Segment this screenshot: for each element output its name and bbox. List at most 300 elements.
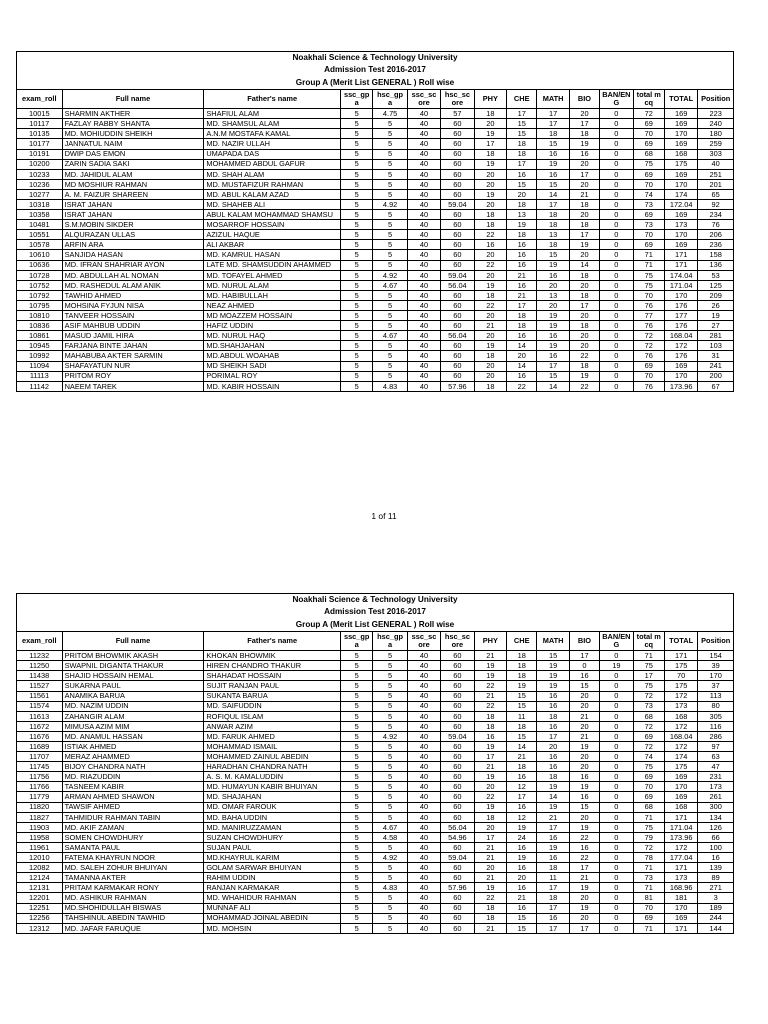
cell-fathers-name: MOHAMMED ABDUL GAFUR xyxy=(204,159,341,169)
cell-bio: 21 xyxy=(569,873,599,883)
table-row xyxy=(17,913,734,923)
cell-hsc-score: 60 xyxy=(441,321,474,331)
cell-ban-eng: 0 xyxy=(600,883,633,893)
cell-bio: 19 xyxy=(569,371,599,381)
cell-fathers-name: MD.ABDUL WOAHAB xyxy=(204,351,341,361)
cell-che: 13 xyxy=(507,210,537,220)
cell-total-mcq: 71 xyxy=(633,260,664,270)
cell-ssc-gpa: 5 xyxy=(341,762,373,772)
cell-math: 20 xyxy=(537,280,569,290)
cell-hsc-gpa: 4.92 xyxy=(373,270,407,280)
cell-exam-roll: 11820 xyxy=(17,802,63,812)
cell-ssc-gpa: 5 xyxy=(341,321,373,331)
cell-total: 171 xyxy=(664,260,697,270)
cell-position: 236 xyxy=(698,240,734,250)
cell-ssc-score: 40 xyxy=(407,903,440,913)
cell-exam-roll: 10728 xyxy=(17,270,63,280)
cell-total: 175 xyxy=(664,681,697,691)
cell-total-mcq: 72 xyxy=(633,331,664,341)
cell-ssc-gpa: 5 xyxy=(341,220,373,230)
cell-exam-roll: 10135 xyxy=(17,129,63,139)
cell-position: 271 xyxy=(698,883,734,893)
cell-ssc-gpa: 5 xyxy=(341,189,373,199)
table-row xyxy=(17,169,734,179)
table-row xyxy=(17,300,734,310)
cell-full-name: MD. NAZIM UDDIN xyxy=(62,701,204,711)
cell-ssc-gpa: 5 xyxy=(341,701,373,711)
cell-exam-roll: 11958 xyxy=(17,832,63,842)
cell-exam-roll: 11676 xyxy=(17,731,63,741)
cell-ssc-gpa: 5 xyxy=(341,772,373,782)
cell-full-name: TAHSHINUL ABEDIN TAWHID xyxy=(62,913,204,923)
cell-total-mcq: 73 xyxy=(633,873,664,883)
cell-math: 19 xyxy=(537,159,569,169)
cell-full-name: TAWSIF AHMED xyxy=(62,802,204,812)
cell-ban-eng: 0 xyxy=(600,691,633,701)
cell-fathers-name: MOHAMMAD JOINAL ABEDIN xyxy=(204,913,341,923)
cell-total-mcq: 17 xyxy=(633,671,664,681)
cell-full-name: MASUD JAMIL HIRA xyxy=(62,331,204,341)
header-che: CHE xyxy=(507,632,537,651)
cell-math: 14 xyxy=(537,381,569,391)
cell-phy: 20 xyxy=(474,250,506,260)
cell-math: 16 xyxy=(537,691,569,701)
cell-total: 175 xyxy=(664,159,697,169)
cell-ban-eng: 0 xyxy=(600,752,633,762)
table-row xyxy=(17,139,734,149)
table-row xyxy=(17,119,734,129)
cell-full-name: MERAZ AHAMMED xyxy=(62,752,204,762)
cell-ban-eng: 0 xyxy=(600,159,633,169)
cell-math: 13 xyxy=(537,290,569,300)
cell-ssc-gpa: 5 xyxy=(341,853,373,863)
cell-che: 20 xyxy=(507,351,537,361)
cell-bio: 17 xyxy=(569,300,599,310)
cell-total: 170 xyxy=(664,179,697,189)
header-exam-roll: exam_roll xyxy=(17,90,63,109)
cell-total: 177.04 xyxy=(664,853,697,863)
cell-total: 169 xyxy=(664,169,697,179)
cell-total: 170 xyxy=(664,129,697,139)
cell-ban-eng: 0 xyxy=(600,169,633,179)
cell-hsc-gpa: 5 xyxy=(373,361,407,371)
header-phy: PHY xyxy=(474,632,506,651)
cell-math: 15 xyxy=(537,250,569,260)
cell-math: 16 xyxy=(537,832,569,842)
cell-phy: 20 xyxy=(474,119,506,129)
cell-che: 21 xyxy=(507,893,537,903)
cell-phy: 18 xyxy=(474,913,506,923)
cell-bio: 20 xyxy=(569,691,599,701)
table-row-partial xyxy=(17,923,734,933)
cell-full-name: MD. ABDULLAH AL NOMAN xyxy=(62,270,204,280)
cell-ban-eng: 0 xyxy=(600,300,633,310)
cell-total: 176 xyxy=(664,321,697,331)
cell-che: 20 xyxy=(507,189,537,199)
cell-math: 16 xyxy=(537,331,569,341)
cell-ssc-gpa: 5 xyxy=(341,139,373,149)
cell-che: 16 xyxy=(507,250,537,260)
cell-total: 169 xyxy=(664,210,697,220)
cell-ssc-gpa: 5 xyxy=(341,711,373,721)
cell-exam-roll: 11527 xyxy=(17,681,63,691)
cell-position: 189 xyxy=(698,903,734,913)
cell-fathers-name: MD. NAZIR ULLAH xyxy=(204,139,341,149)
cell-full-name: MD. RIAZUDDIN xyxy=(62,772,204,782)
cell-ban-eng: 0 xyxy=(600,179,633,189)
cell-total: 170 xyxy=(664,782,697,792)
cell-ban-eng: 0 xyxy=(600,711,633,721)
cell-che: 16 xyxy=(507,772,537,782)
cell-ban-eng: 0 xyxy=(600,290,633,300)
cell-hsc-gpa: 5 xyxy=(373,752,407,762)
cell-bio: 17 xyxy=(569,863,599,873)
cell-bio: 19 xyxy=(569,139,599,149)
cell-fathers-name: MD. HUMAYUN KABIR BHUIYAN xyxy=(204,782,341,792)
cell-hsc-gpa: 4.58 xyxy=(373,832,407,842)
cell-math: 17 xyxy=(537,903,569,913)
cell-ban-eng: 0 xyxy=(600,280,633,290)
cell-ssc-score: 40 xyxy=(407,109,440,119)
cell-hsc-gpa: 5 xyxy=(373,169,407,179)
cell-ssc-score: 40 xyxy=(407,792,440,802)
cell-che: 16 xyxy=(507,903,537,913)
cell-fathers-name: LATE MD. SHAMSUDDIN AHAMMED xyxy=(204,260,341,270)
cell-ssc-score: 40 xyxy=(407,311,440,321)
cell-hsc-score: 60 xyxy=(441,762,474,772)
cell-fathers-name: MD. MANIRUZZAMAN xyxy=(204,822,341,832)
cell-total-mcq: 70 xyxy=(633,179,664,189)
cell-total-mcq: 70 xyxy=(633,290,664,300)
cell-bio: 17 xyxy=(569,119,599,129)
cell-hsc-gpa: 5 xyxy=(373,802,407,812)
cell-fathers-name: MD MOAZZEM HOSSAIN xyxy=(204,311,341,321)
cell-exam-roll: 12131 xyxy=(17,883,63,893)
table-row xyxy=(17,381,734,391)
header-position: Position xyxy=(698,90,734,109)
cell-hsc-gpa: 5 xyxy=(373,250,407,260)
cell-position: 27 xyxy=(698,321,734,331)
cell-total: 169 xyxy=(664,240,697,250)
cell-ban-eng: 0 xyxy=(600,742,633,752)
cell-ssc-gpa: 5 xyxy=(341,721,373,731)
cell-ssc-gpa: 5 xyxy=(341,311,373,321)
cell-ban-eng: 0 xyxy=(600,371,633,381)
cell-position: 244 xyxy=(698,913,734,923)
cell-ban-eng: 0 xyxy=(600,772,633,782)
cell-bio: 19 xyxy=(569,903,599,913)
cell-total: 170 xyxy=(664,371,697,381)
cell-ban-eng: 0 xyxy=(600,129,633,139)
cell-fathers-name: MD. NURUL HAQ xyxy=(204,331,341,341)
cell-total-mcq: 72 xyxy=(633,109,664,119)
cell-total: 175 xyxy=(664,762,697,772)
cell-math: 19 xyxy=(537,341,569,351)
cell-total: 174 xyxy=(664,752,697,762)
cell-ssc-score: 40 xyxy=(407,149,440,159)
cell-math: 16 xyxy=(537,701,569,711)
cell-ssc-score: 40 xyxy=(407,832,440,842)
cell-full-name: TANVEER HOSSAIN xyxy=(62,311,204,321)
cell-fathers-name: MD SHEIKH SADI xyxy=(204,361,341,371)
cell-phy: 20 xyxy=(474,822,506,832)
cell-position: 16 xyxy=(698,853,734,863)
cell-ban-eng: 0 xyxy=(600,361,633,371)
cell-che: 18 xyxy=(507,139,537,149)
cell-math: 19 xyxy=(537,260,569,270)
cell-hsc-score: 60 xyxy=(441,300,474,310)
cell-fathers-name: UMAPADA DAS xyxy=(204,149,341,159)
cell-math: 18 xyxy=(537,772,569,782)
cell-che: 16 xyxy=(507,240,537,250)
cell-position: 300 xyxy=(698,802,734,812)
cell-total-mcq: 76 xyxy=(633,300,664,310)
cell-ssc-score: 40 xyxy=(407,893,440,903)
cell-position: 259 xyxy=(698,139,734,149)
cell-phy: 20 xyxy=(474,371,506,381)
cell-math: 18 xyxy=(537,893,569,903)
cell-exam-roll: 11779 xyxy=(17,792,63,802)
cell-math: 17 xyxy=(537,923,569,933)
cell-math: 14 xyxy=(537,189,569,199)
cell-exam-roll: 12124 xyxy=(17,873,63,883)
cell-ban-eng: 0 xyxy=(600,250,633,260)
cell-total-mcq: 69 xyxy=(633,913,664,923)
cell-ssc-gpa: 5 xyxy=(341,651,373,661)
cell-full-name: ISRAT JAHAN xyxy=(62,200,204,210)
cell-total: 170 xyxy=(664,290,697,300)
cell-ssc-gpa: 5 xyxy=(341,671,373,681)
cell-total: 169 xyxy=(664,361,697,371)
cell-fathers-name: MD. OMAR FAROUK xyxy=(204,802,341,812)
cell-ssc-gpa: 5 xyxy=(341,169,373,179)
cell-total: 168 xyxy=(664,149,697,159)
cell-hsc-score: 56.04 xyxy=(441,331,474,341)
cell-phy: 18 xyxy=(474,721,506,731)
cell-total-mcq: 79 xyxy=(633,832,664,842)
cell-fathers-name: MD. SHAJAHAN xyxy=(204,792,341,802)
cell-ssc-gpa: 5 xyxy=(341,119,373,129)
cell-phy: 20 xyxy=(474,361,506,371)
cell-total: 176 xyxy=(664,351,697,361)
table-row xyxy=(17,109,734,119)
cell-hsc-score: 60 xyxy=(441,691,474,701)
table-row xyxy=(17,321,734,331)
cell-math: 14 xyxy=(537,792,569,802)
cell-position: 180 xyxy=(698,129,734,139)
cell-math: 18 xyxy=(537,210,569,220)
cell-ssc-score: 40 xyxy=(407,721,440,731)
cell-position: 40 xyxy=(698,159,734,169)
cell-che: 15 xyxy=(507,701,537,711)
cell-exam-roll: 11745 xyxy=(17,762,63,772)
cell-ssc-gpa: 5 xyxy=(341,371,373,381)
cell-math: 17 xyxy=(537,200,569,210)
cell-bio: 15 xyxy=(569,681,599,691)
cell-total: 168.04 xyxy=(664,731,697,741)
cell-ssc-score: 40 xyxy=(407,260,440,270)
cell-bio: 19 xyxy=(569,822,599,832)
cell-math: 17 xyxy=(537,361,569,371)
table-row xyxy=(17,893,734,903)
cell-ssc-gpa: 5 xyxy=(341,802,373,812)
cell-ban-eng: 0 xyxy=(600,762,633,772)
cell-exam-roll: 11756 xyxy=(17,772,63,782)
cell-full-name: FAZLAY RABBY SHANTA xyxy=(62,119,204,129)
cell-hsc-gpa: 5 xyxy=(373,772,407,782)
merit-list-page-1 xyxy=(16,51,734,392)
cell-ban-eng: 0 xyxy=(600,853,633,863)
cell-hsc-gpa: 5 xyxy=(373,903,407,913)
cell-hsc-score: 60 xyxy=(441,189,474,199)
header-hsc-score: hsc_score xyxy=(441,632,474,651)
cell-phy: 20 xyxy=(474,782,506,792)
cell-exam-roll: 11613 xyxy=(17,711,63,721)
cell-bio: 21 xyxy=(569,711,599,721)
cell-ban-eng: 0 xyxy=(600,321,633,331)
cell-phy: 18 xyxy=(474,149,506,159)
cell-exam-roll: 10836 xyxy=(17,321,63,331)
cell-total: 70 xyxy=(664,671,697,681)
cell-bio: 16 xyxy=(569,772,599,782)
cell-total-mcq: 74 xyxy=(633,752,664,762)
cell-total-mcq: 70 xyxy=(633,903,664,913)
cell-ban-eng: 0 xyxy=(600,782,633,792)
cell-che: 15 xyxy=(507,923,537,933)
cell-exam-roll: 10481 xyxy=(17,220,63,230)
table-row xyxy=(17,681,734,691)
cell-math: 13 xyxy=(537,230,569,240)
cell-hsc-score: 60 xyxy=(441,711,474,721)
cell-full-name: SHARMIN AKTHER xyxy=(62,109,204,119)
cell-full-name: ISRAT JAHAN xyxy=(62,210,204,220)
cell-hsc-score: 59.04 xyxy=(441,270,474,280)
header-position: Position xyxy=(698,632,734,651)
cell-total: 174 xyxy=(664,189,697,199)
cell-total-mcq: 68 xyxy=(633,802,664,812)
cell-ban-eng: 0 xyxy=(600,210,633,220)
cell-full-name: PRITOM ROY xyxy=(62,371,204,381)
cell-che: 18 xyxy=(507,200,537,210)
table-row xyxy=(17,731,734,741)
cell-math: 19 xyxy=(537,681,569,691)
cell-che: 19 xyxy=(507,220,537,230)
cell-exam-roll: 11672 xyxy=(17,721,63,731)
cell-che: 21 xyxy=(507,752,537,762)
cell-total: 168 xyxy=(664,802,697,812)
cell-total: 175 xyxy=(664,661,697,671)
table-row xyxy=(17,863,734,873)
header-total-mcq: total mcq xyxy=(633,90,664,109)
cell-full-name: MD.SHOHIDULLAH BISWAS xyxy=(62,903,204,913)
cell-fathers-name: SUJIT RANJAN PAUL xyxy=(204,681,341,691)
cell-total: 172 xyxy=(664,691,697,701)
cell-total: 169 xyxy=(664,109,697,119)
cell-che: 16 xyxy=(507,371,537,381)
cell-position: 154 xyxy=(698,651,734,661)
cell-che: 18 xyxy=(507,661,537,671)
cell-hsc-score: 59.04 xyxy=(441,200,474,210)
cell-ssc-score: 40 xyxy=(407,691,440,701)
cell-ssc-score: 40 xyxy=(407,129,440,139)
cell-ssc-gpa: 5 xyxy=(341,290,373,300)
cell-hsc-gpa: 5 xyxy=(373,721,407,731)
cell-hsc-score: 60 xyxy=(441,250,474,260)
cell-exam-roll: 10551 xyxy=(17,230,63,240)
cell-exam-roll: 11094 xyxy=(17,361,63,371)
cell-total-mcq: 72 xyxy=(633,691,664,701)
cell-full-name: SANJIDA HASAN xyxy=(62,250,204,260)
cell-bio: 18 xyxy=(569,270,599,280)
cell-fathers-name: ANWAR AZIM xyxy=(204,721,341,731)
cell-exam-roll: 10795 xyxy=(17,300,63,310)
column-headers xyxy=(17,90,734,109)
cell-math: 18 xyxy=(537,240,569,250)
cell-full-name: SOMEN CHOWDHURY xyxy=(62,832,204,842)
cell-bio: 20 xyxy=(569,341,599,351)
cell-phy: 19 xyxy=(474,129,506,139)
cell-bio: 0 xyxy=(569,661,599,671)
cell-phy: 18 xyxy=(474,711,506,721)
cell-exam-roll: 11574 xyxy=(17,701,63,711)
cell-bio: 18 xyxy=(569,290,599,300)
cell-che: 15 xyxy=(507,691,537,701)
cell-fathers-name: GOLAM SARWAR BHUIYAN xyxy=(204,863,341,873)
table-row xyxy=(17,691,734,701)
cell-ban-eng: 0 xyxy=(600,792,633,802)
cell-ban-eng: 0 xyxy=(600,200,633,210)
cell-hsc-gpa: 5 xyxy=(373,300,407,310)
cell-ssc-score: 40 xyxy=(407,189,440,199)
cell-phy: 21 xyxy=(474,691,506,701)
cell-math: 16 xyxy=(537,913,569,923)
cell-full-name: FARJANA BINTE JAHAN xyxy=(62,341,204,351)
cell-exam-roll: 10810 xyxy=(17,311,63,321)
cell-fathers-name: MD. BAHA UDDIN xyxy=(204,812,341,822)
cell-math: 19 xyxy=(537,671,569,681)
cell-full-name: MD. MOHIUDDIN SHEIKH xyxy=(62,129,204,139)
table-row xyxy=(17,230,734,240)
header-bio: BIO xyxy=(569,632,599,651)
header-fathers-name: Father's name xyxy=(204,632,341,651)
cell-total-mcq: 69 xyxy=(633,119,664,129)
cell-bio: 18 xyxy=(569,200,599,210)
cell-total: 172.04 xyxy=(664,200,697,210)
cell-ssc-score: 40 xyxy=(407,671,440,681)
cell-total: 168 xyxy=(664,711,697,721)
cell-che: 24 xyxy=(507,832,537,842)
cell-hsc-score: 60 xyxy=(441,169,474,179)
cell-fathers-name: HAFIZ UDDIN xyxy=(204,321,341,331)
cell-total: 172 xyxy=(664,341,697,351)
cell-ssc-score: 40 xyxy=(407,752,440,762)
cell-math: 18 xyxy=(537,220,569,230)
header-ssc-gpa: ssc_gpa xyxy=(341,90,373,109)
cell-hsc-gpa: 5 xyxy=(373,661,407,671)
cell-ssc-gpa: 5 xyxy=(341,361,373,371)
cell-math: 18 xyxy=(537,129,569,139)
cell-full-name: DWIP DAS EMON xyxy=(62,149,204,159)
cell-hsc-gpa: 5 xyxy=(373,240,407,250)
table-row xyxy=(17,721,734,731)
cell-exam-roll: 10318 xyxy=(17,200,63,210)
cell-math: 19 xyxy=(537,802,569,812)
cell-ssc-gpa: 5 xyxy=(341,752,373,762)
cell-hsc-score: 60 xyxy=(441,351,474,361)
cell-total: 171 xyxy=(664,923,697,933)
cell-full-name: PRITOM BHOWMIK AKASH xyxy=(62,651,204,661)
cell-hsc-gpa: 4.83 xyxy=(373,883,407,893)
